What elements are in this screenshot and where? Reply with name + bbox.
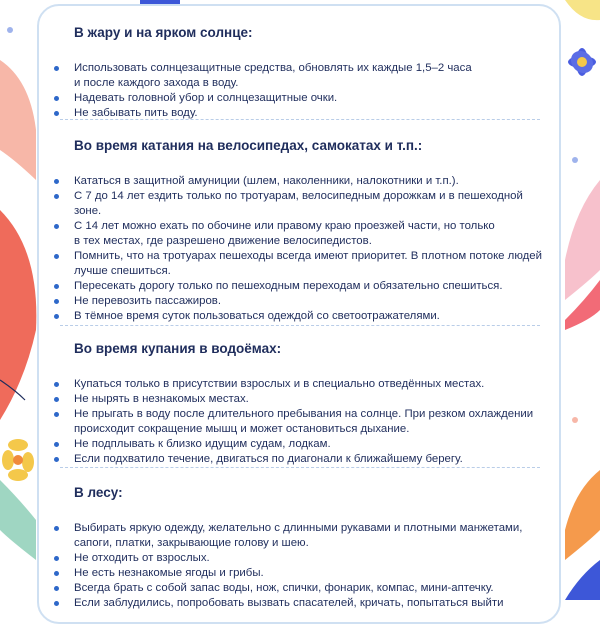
left-pink-leaf [0, 60, 36, 180]
rule-text-line: Купаться только в присутствии взрослых и в специально отведённых местах. [74, 378, 485, 390]
rule-text-line: Не забывать пить воду. [74, 107, 198, 119]
top-right-yellow-leaf [565, 0, 600, 20]
rule-item [74, 174, 554, 189]
rule-text-line: сапоги, платки, закрывающие голову и шею. [74, 537, 309, 549]
rules-list [74, 61, 554, 121]
bullet-icon [54, 194, 59, 199]
right-pink-leaf [565, 180, 600, 300]
rule-item [74, 452, 554, 467]
bullet-icon [54, 314, 59, 319]
left-green-leaf [0, 480, 36, 560]
bullet-icon [54, 111, 59, 116]
section-heading: Во время катания на велосипедах, самокатах и т.п.: [74, 138, 423, 153]
section-heading: Во время купания в водоёмах: [74, 341, 282, 356]
rule-item [74, 437, 554, 452]
rules-section [74, 138, 554, 324]
rule-text-line: Кататься в защитной амуниции (шлем, наколенники, налокотники и т.п.). [74, 175, 459, 187]
bullet-icon [54, 284, 59, 289]
rule-item [74, 551, 554, 566]
rule-item [74, 309, 554, 324]
rule-text-line: Не перевозить пассажиров. [74, 295, 222, 307]
decor-dot [572, 157, 578, 163]
rules-section [74, 485, 554, 611]
rule-text-line: происходит сокращение мышц и может остановиться дыхание. [74, 423, 410, 435]
section-heading: В лесу: [74, 485, 123, 500]
rule-text-line: Не подплывать к близко идущим судам, лодкам. [74, 438, 331, 450]
rule-text-line: и после каждого захода в воду. [74, 77, 239, 89]
bullet-icon [54, 96, 59, 101]
section-heading: В жару и на ярком солнце: [74, 25, 253, 40]
bullet-icon [54, 412, 59, 417]
bullet-icon [54, 586, 59, 591]
rules-list [74, 174, 554, 324]
rule-item [74, 596, 554, 611]
rule-text-line: зоне. [74, 205, 102, 217]
rule-text-line: Не отходить от взрослых. [74, 552, 210, 564]
rule-text-line: Не нырять в незнакомых местах. [74, 393, 249, 405]
bullet-icon [54, 601, 59, 606]
rule-item [74, 521, 554, 551]
rule-item [74, 106, 554, 121]
left-red-leaf [0, 210, 36, 420]
rule-item [74, 392, 554, 407]
rule-text-line: В тёмное время суток пользоваться одеждой со светоотражателями. [74, 310, 440, 322]
bullet-icon [54, 224, 59, 229]
rule-text-line: С 7 до 14 лет ездить только по тротуарам, велосипедным дорожкам и в пешеходной [74, 190, 523, 202]
bullet-icon [54, 526, 59, 531]
rule-text-line: Если подхватило течение, двигаться по диагонали к ближайшему берегу. [74, 453, 463, 465]
rule-item [74, 249, 554, 279]
rule-item [74, 219, 554, 249]
rule-text-line: С 14 лет можно ехать по обочине или правому краю проезжей части, но только [74, 220, 495, 232]
rule-item [74, 294, 554, 309]
rule-text-line: Помнить, что на тротуарах пешеходы всегда имеют приоритет. В плотном потоке людей [74, 250, 542, 262]
rule-text-line: Надевать головной убор и солнцезащитные очки. [74, 92, 338, 104]
rule-text-line: Всегда брать с собой запас воды, нож, спички, фонарик, компас, мини-аптечку. [74, 582, 494, 594]
decor-dot [7, 27, 13, 33]
decor-dot [572, 417, 578, 423]
rules-section [74, 341, 554, 467]
bullet-icon [54, 66, 59, 71]
bullet-icon [54, 556, 59, 561]
rule-text-line: лучше спешиться. [74, 265, 171, 277]
rule-item [74, 377, 554, 392]
rule-text-line: Пересекать дорогу только по пешеходным переходам и обязательно спешиться. [74, 280, 503, 292]
bullet-icon [54, 382, 59, 387]
rule-item [74, 189, 554, 219]
rule-text-line: Использовать солнцезащитные средства, обновлять их каждые 1,5–2 часа [74, 62, 472, 74]
rule-text-line: Не есть незнакомые ягоды и грибы. [74, 567, 264, 579]
bullet-icon [54, 571, 59, 576]
left-yellow-flower [2, 439, 34, 481]
rule-item [74, 61, 554, 91]
bullet-icon [54, 299, 59, 304]
rule-item [74, 279, 554, 294]
rule-item [74, 407, 554, 437]
rules-list [74, 377, 554, 467]
rule-item [74, 91, 554, 106]
rules-list [74, 521, 554, 611]
rule-item [74, 566, 554, 581]
right-blue-flower [566, 46, 597, 77]
section-divider [60, 467, 540, 468]
rule-text-line: Если заблудились, попробовать вызвать спасателей, кричать, попытаться выйти [74, 597, 504, 609]
rules-section [74, 25, 554, 121]
bullet-icon [54, 179, 59, 184]
bullet-icon [54, 397, 59, 402]
section-divider [60, 325, 540, 326]
rule-text-line: Не прыгать в воду после длительного пребывания на солнце. При резком охлаждении [74, 408, 534, 420]
right-blue-leaf [565, 560, 600, 600]
right-orange-leaf [565, 470, 600, 560]
rule-item [74, 581, 554, 596]
bullet-icon [54, 457, 59, 462]
rule-text-line: Выбирать яркую одежду, желательно с длинными рукавами и плотными манжетами, [74, 522, 523, 534]
rule-text-line: в тех местах, где разрешено движение велосипедистов. [74, 235, 372, 247]
bullet-icon [54, 254, 59, 259]
bullet-icon [54, 442, 59, 447]
